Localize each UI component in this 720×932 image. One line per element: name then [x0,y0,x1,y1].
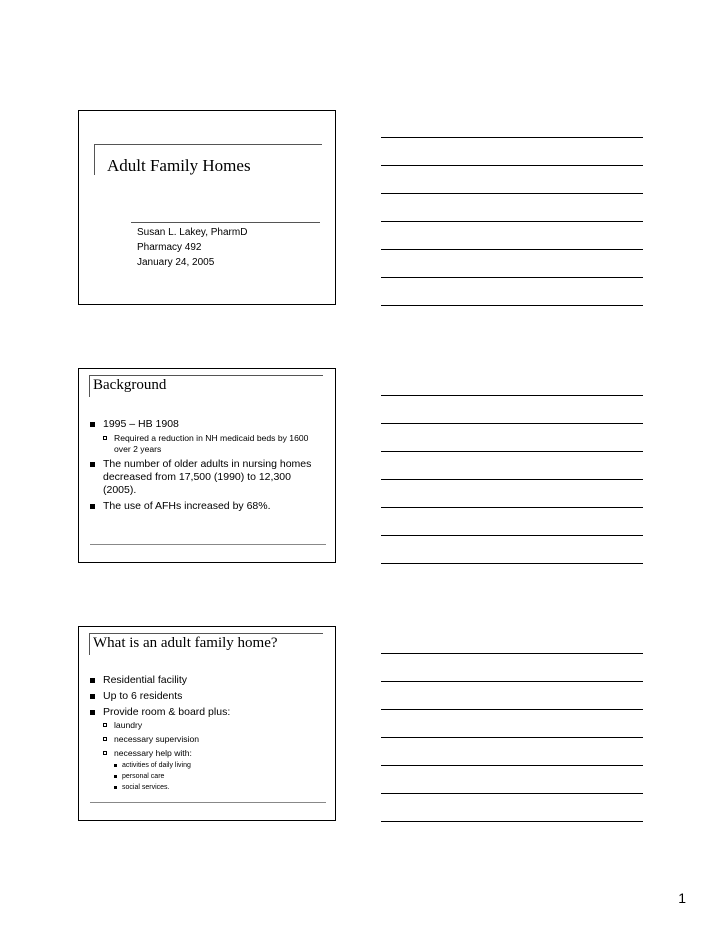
slide-title: What is an adult family home? [93,635,278,651]
note-line [381,535,643,536]
square-bullet-icon [90,462,95,467]
page-number: 1 [678,890,686,906]
subtitle-line: Susan L. Lakey, PharmD [137,227,248,238]
slide-3 [78,626,336,821]
sub-sub-bullet-item: personal care [122,772,164,781]
sub-sub-bullet-item: activities of daily living [122,761,191,770]
bullet-item: 1995 – HB 1908 [103,418,323,431]
note-line [381,479,643,480]
note-line [381,305,643,306]
bullet-item: Residential facility [103,674,187,687]
small-square-bullet-icon [114,764,117,767]
note-line [381,793,643,794]
note-line [381,451,643,452]
title-bracket-vertical [94,144,95,175]
hollow-square-bullet-icon [103,436,107,440]
square-bullet-icon [90,422,95,427]
sub-bullet-item: Required a reduction in NH medicaid beds by 1600 over 2 years [114,433,314,455]
note-line [381,165,643,166]
footer-rule [90,802,326,803]
sub-bullet-item: necessary help with: [114,748,192,759]
subtitle-line: Pharmacy 492 [137,242,202,253]
note-line [381,277,643,278]
square-bullet-icon [90,504,95,509]
square-bullet-icon [90,710,95,715]
bullet-item: Up to 6 residents [103,690,182,703]
note-line [381,507,643,508]
bullet-item: The number of older adults in nursing homes decreased from 17,500 (1990) to 12,300 (2005). [103,458,318,497]
subtitle-line: January 24, 2005 [137,257,215,268]
note-line [381,821,643,822]
footer-rule [90,544,326,545]
small-square-bullet-icon [114,786,117,789]
slide-title: Adult Family Homes [107,156,251,175]
title-bracket-vertical [89,375,90,397]
title-bracket-horizontal [89,633,323,634]
note-line [381,221,643,222]
note-line [381,193,643,194]
bullet-item: The use of AFHs increased by 68%. [103,500,318,513]
slide-2 [78,368,336,563]
sub-bullet-item: necessary supervision [114,734,199,745]
note-line [381,249,643,250]
title-bracket-horizontal [94,144,322,145]
bullet-item: Provide room & board plus: [103,706,230,719]
subtitle-rule [131,222,320,223]
note-line [381,765,643,766]
note-line [381,709,643,710]
note-line [381,653,643,654]
small-square-bullet-icon [114,775,117,778]
hollow-square-bullet-icon [103,751,107,755]
square-bullet-icon [90,694,95,699]
square-bullet-icon [90,678,95,683]
hollow-square-bullet-icon [103,723,107,727]
sub-bullet-item: laundry [114,720,142,731]
note-line [381,563,643,564]
slide-1 [78,110,336,305]
sub-sub-bullet-item: social services. [122,783,169,792]
title-bracket-vertical [89,633,90,655]
note-line [381,423,643,424]
note-line [381,737,643,738]
title-bracket-horizontal [89,375,323,376]
slide-title: Background [93,377,167,393]
note-line [381,681,643,682]
note-line [381,395,643,396]
hollow-square-bullet-icon [103,737,107,741]
note-line [381,137,643,138]
